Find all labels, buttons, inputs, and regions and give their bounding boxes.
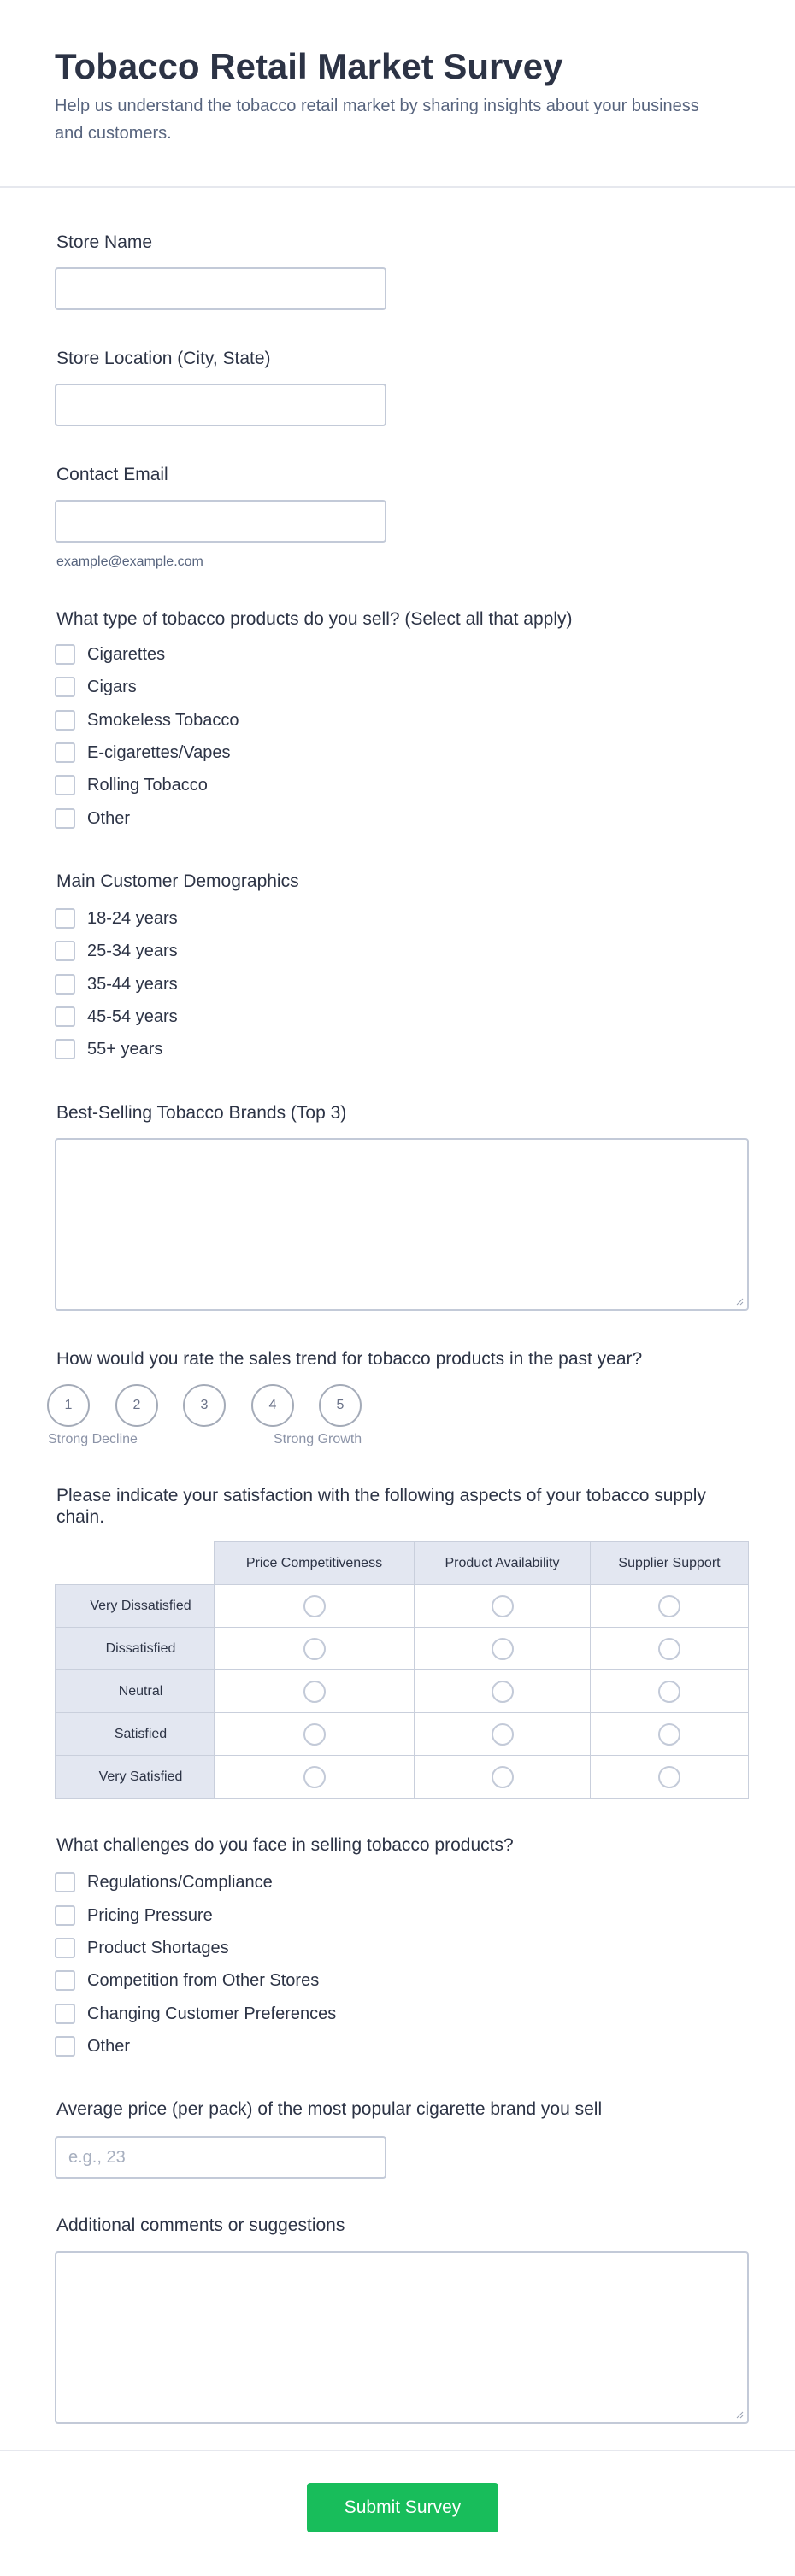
store-location-label: Store Location (City, State): [56, 349, 271, 368]
challenges-option[interactable]: Regulations/Compliance: [55, 1870, 273, 1894]
radio-button[interactable]: [303, 1766, 326, 1788]
rating-high-label: Strong Growth: [274, 1432, 362, 1446]
demographics-option[interactable]: 35-44 years: [55, 972, 178, 996]
footer-divider: [0, 2450, 795, 2451]
products-question: What type of tobacco products do you sell? (Select all that apply): [56, 609, 573, 629]
rating-option-2[interactable]: 2: [115, 1384, 158, 1427]
checkbox[interactable]: [55, 2036, 75, 2057]
radio-button[interactable]: [492, 1638, 514, 1660]
matrix-row-label: Dissatisfied: [56, 1628, 215, 1670]
checkbox[interactable]: [55, 677, 75, 697]
submit-survey-button[interactable]: Submit Survey: [307, 2483, 498, 2532]
checkbox[interactable]: [55, 1905, 75, 1926]
products-option[interactable]: Cigars: [55, 675, 137, 699]
radio-button[interactable]: [303, 1638, 326, 1660]
avg-price-input[interactable]: [56, 2138, 385, 2177]
matrix-corner: [56, 1542, 215, 1585]
checkbox[interactable]: [55, 710, 75, 731]
matrix-column-header: Supplier Support: [591, 1542, 749, 1585]
page-title: Tobacco Retail Market Survey: [55, 46, 563, 86]
demographics-question: Main Customer Demographics: [56, 871, 299, 891]
avg-price-field[interactable]: [55, 2136, 386, 2179]
challenges-option[interactable]: Other: [55, 2034, 130, 2058]
brands-question: Best-Selling Tobacco Brands (Top 3): [56, 1103, 347, 1123]
store-name-label: Store Name: [56, 232, 153, 252]
avg-price-question: Average price (per pack) of the most popular cigarette brand you sell: [56, 2099, 603, 2119]
radio-button[interactable]: [492, 1595, 514, 1617]
checkbox[interactable]: [55, 644, 75, 665]
comments-question: Additional comments or suggestions: [56, 2215, 345, 2235]
radio-button[interactable]: [658, 1766, 680, 1788]
checkbox[interactable]: [55, 974, 75, 995]
satisfaction-question: Please indicate your satisfaction with the following aspects of your tobacco supply chain.: [56, 1486, 706, 1527]
demographics-option[interactable]: 18-24 years: [55, 907, 178, 930]
form-header: [0, 0, 795, 188]
comments-textarea[interactable]: [55, 2251, 749, 2424]
radio-button[interactable]: [492, 1766, 514, 1788]
radio-button[interactable]: [303, 1681, 326, 1703]
challenges-option[interactable]: Product Shortages: [55, 1936, 229, 1960]
checkbox[interactable]: [55, 1970, 75, 1991]
checkbox[interactable]: [55, 1872, 75, 1892]
matrix-row-label: Neutral: [56, 1670, 215, 1713]
products-option[interactable]: Smokeless Tobacco: [55, 708, 239, 732]
radio-button[interactable]: [492, 1681, 514, 1703]
satisfaction-matrix: [55, 1541, 749, 1799]
matrix-row: [56, 1713, 749, 1756]
brands-input[interactable]: [56, 1140, 747, 1309]
store-location-field[interactable]: [55, 384, 386, 426]
products-option[interactable]: Rolling Tobacco: [55, 773, 208, 797]
radio-button[interactable]: [303, 1595, 326, 1617]
products-option[interactable]: Cigarettes: [55, 643, 165, 666]
contact-email-field[interactable]: [55, 500, 386, 543]
demographics-option[interactable]: 55+ years: [55, 1037, 162, 1061]
resize-grip-icon[interactable]: [735, 1297, 744, 1306]
rating-option-4[interactable]: 4: [251, 1384, 294, 1427]
radio-button[interactable]: [492, 1723, 514, 1746]
contact-email-label: Contact Email: [56, 465, 168, 484]
sales-trend-question: How would you rate the sales trend for tobacco products in the past year?: [56, 1349, 643, 1369]
page-subtitle: Help us understand the tobacco retail market by sharing insights about your business and customers.: [55, 97, 699, 143]
rating-option-1[interactable]: 1: [47, 1384, 90, 1427]
checkbox[interactable]: [55, 941, 75, 961]
matrix-row-label: Very Satisfied: [56, 1756, 215, 1799]
radio-button[interactable]: [658, 1638, 680, 1660]
radio-button[interactable]: [658, 1595, 680, 1617]
store-name-input[interactable]: [56, 269, 385, 308]
resize-grip-icon[interactable]: [735, 2410, 744, 2419]
matrix-header-row: [56, 1542, 749, 1585]
checkbox[interactable]: [55, 1006, 75, 1027]
matrix-row: [56, 1628, 749, 1670]
matrix-column-header: Product Availability: [415, 1542, 591, 1585]
checkbox[interactable]: [55, 742, 75, 763]
demographics-option[interactable]: 45-54 years: [55, 1005, 178, 1029]
products-option[interactable]: Other: [55, 807, 130, 830]
contact-email-hint: example@example.com: [56, 555, 203, 569]
contact-email-input[interactable]: [56, 502, 385, 541]
challenges-option[interactable]: Pricing Pressure: [55, 1904, 213, 1928]
brands-textarea[interactable]: [55, 1138, 749, 1311]
matrix-row-label: Satisfied: [56, 1713, 215, 1756]
radio-button[interactable]: [658, 1723, 680, 1746]
checkbox[interactable]: [55, 908, 75, 929]
checkbox[interactable]: [55, 2004, 75, 2024]
challenges-question: What challenges do you face in selling tobacco products?: [56, 1835, 514, 1855]
checkbox[interactable]: [55, 1938, 75, 1958]
matrix-row: [56, 1756, 749, 1799]
challenges-option[interactable]: Competition from Other Stores: [55, 1969, 319, 1992]
products-option[interactable]: E-cigarettes/Vapes: [55, 741, 231, 765]
radio-button[interactable]: [658, 1681, 680, 1703]
rating-option-3[interactable]: 3: [183, 1384, 226, 1427]
checkbox[interactable]: [55, 775, 75, 795]
comments-input[interactable]: [56, 2253, 747, 2422]
demographics-option[interactable]: 25-34 years: [55, 939, 178, 963]
checkbox[interactable]: [55, 1039, 75, 1059]
rating-low-label: Strong Decline: [48, 1432, 138, 1446]
store-name-field[interactable]: [55, 267, 386, 310]
store-location-input[interactable]: [56, 385, 385, 425]
challenges-option[interactable]: Changing Customer Preferences: [55, 2002, 336, 2026]
matrix-column-header: Price Competitiveness: [215, 1542, 415, 1585]
matrix-row: [56, 1670, 749, 1713]
radio-button[interactable]: [303, 1723, 326, 1746]
rating-option-5[interactable]: 5: [319, 1384, 362, 1427]
matrix-row: [56, 1585, 749, 1628]
checkbox[interactable]: [55, 808, 75, 829]
matrix-row-label: Very Dissatisfied: [56, 1585, 215, 1628]
